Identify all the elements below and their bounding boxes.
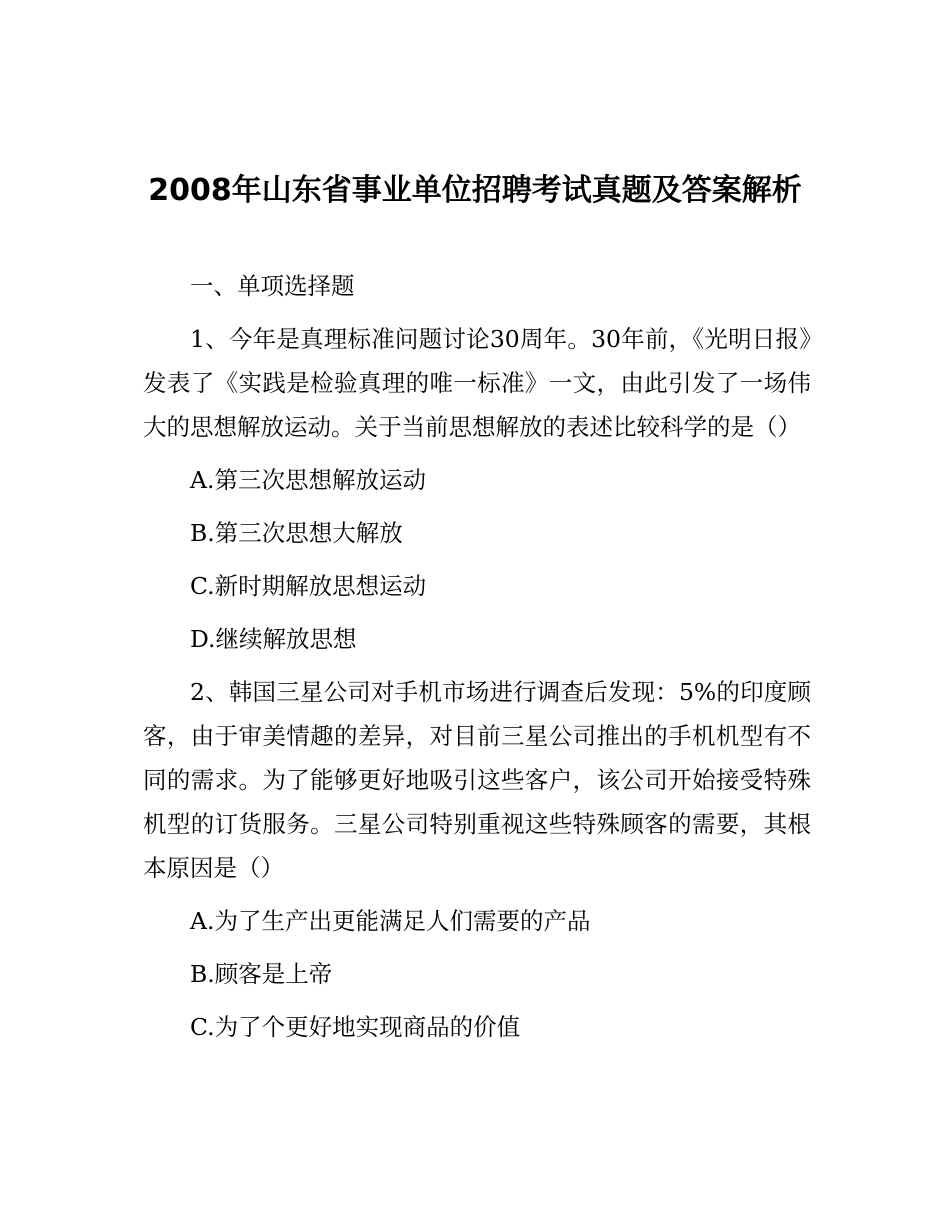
section-heading: 一、单项选择题 [190, 272, 355, 300]
question-1-option-b: B.第三次思想大解放 [190, 519, 403, 547]
question-1-option-a: A.第三次思想解放运动 [190, 466, 426, 494]
document-title: 2008年山东省事业单位招聘考试真题及答案解析 [148, 173, 802, 208]
question-2-option-b: B.顾客是上帝 [190, 960, 333, 988]
document-body [143, 264, 811, 1058]
question-2-text: 2、韩国三星公司对手机市场进行调查后发现：5%的印度顾客，由于审美情趣的差异，对目前三星公司推出的手机机型有不同的需求。为了能够更好地吸引这些客户，该公司开始接受特殊机型的订货服务。三星公司特别重视这些特殊顾客的需要，其根本原因是（） [143, 678, 811, 882]
question-1-option-d: D.继续解放思想 [190, 625, 357, 653]
question-1-option-c: C.新时期解放思想运动 [190, 572, 427, 600]
question-1-text: 1、今年是真理标准问题讨论30周年。30年前，《光明日报》发表了《实践是检验真理的唯一标准》一文，由此引发了一场伟大的思想解放运动。关于当前思想解放的表述比较科学的是（） [143, 325, 811, 441]
question-2-option-a: A.为了生产出更能满足人们需要的产品 [190, 907, 591, 935]
question-2-option-c: C.为了个更好地实现商品的价值 [190, 1013, 521, 1041]
